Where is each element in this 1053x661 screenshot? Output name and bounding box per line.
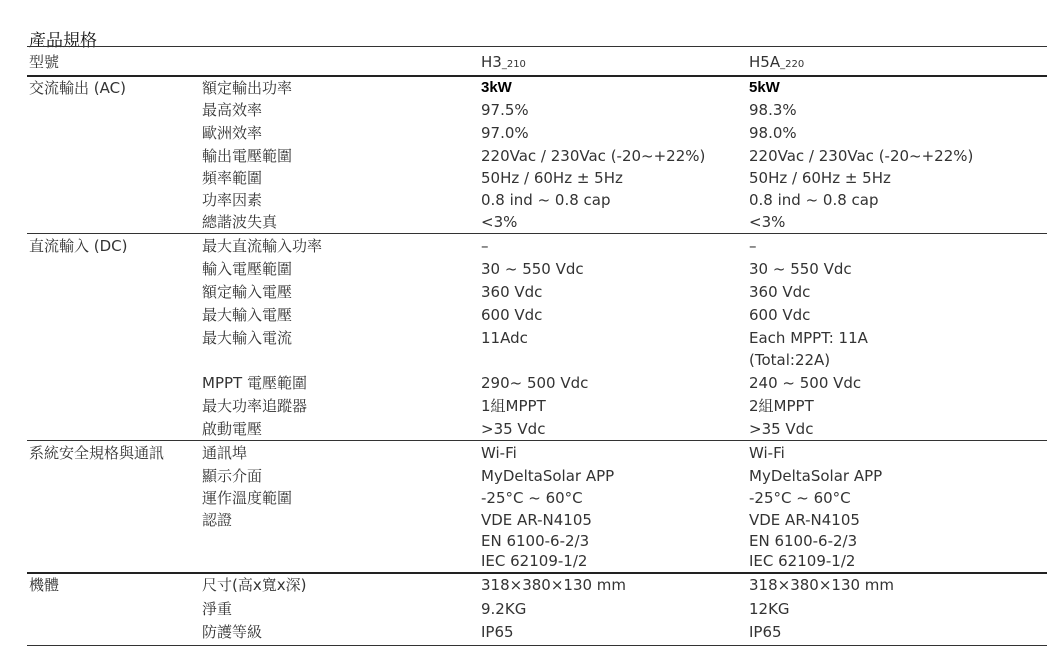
- spec-label: 尺寸(高x寬x深): [202, 576, 307, 594]
- section-safety-name: 系統安全規格與通訊: [29, 444, 165, 462]
- spec-value-h3: <3%: [481, 213, 518, 231]
- spec-label: 通訊埠: [202, 444, 248, 462]
- divider: [27, 440, 1047, 441]
- spec-label: 最大直流輸入功率: [202, 237, 323, 255]
- spec-label: 頻率範圍: [202, 169, 263, 187]
- spec-value-h5a: 318×380×130 mm: [749, 576, 895, 594]
- spec-value-h3: 600 Vdc: [481, 306, 543, 324]
- spec-value-h5a: IP65: [749, 623, 782, 641]
- spec-value-h3: 97.5%: [481, 101, 529, 119]
- spec-label: 運作溫度範圍: [202, 489, 293, 507]
- spec-label: 功率因素: [202, 191, 263, 209]
- spec-label: 輸出電壓範圍: [202, 147, 293, 165]
- spec-label: 最大輸入電壓: [202, 306, 293, 324]
- spec-value-h3: 290~ 500 Vdc: [481, 374, 589, 392]
- spec-value-h5a: 0.8 ind ~ 0.8 cap: [749, 191, 879, 209]
- spec-value-h3: 1組MPPT: [481, 397, 546, 415]
- spec-value-h5a: IEC 62109-1/2: [749, 552, 856, 570]
- section-body-name: 機體: [29, 576, 60, 594]
- spec-label: 防護等級: [202, 623, 263, 641]
- spec-value-h3: 0.8 ind ~ 0.8 cap: [481, 191, 611, 209]
- spec-value-h5a: 2組MPPT: [749, 397, 814, 415]
- spec-label: 淨重: [202, 600, 233, 618]
- spec-value-h3: 30 ~ 550 Vdc: [481, 260, 584, 278]
- spec-value-h5a-continued: (Total:22A): [749, 351, 831, 369]
- spec-value-h3: >35 Vdc: [481, 420, 546, 438]
- spec-value-h5a: –: [749, 237, 757, 255]
- spec-value-h3: 97.0%: [481, 124, 529, 142]
- spec-value-h5a: 240 ~ 500 Vdc: [749, 374, 862, 392]
- spec-value-h5a: 30 ~ 550 Vdc: [749, 260, 852, 278]
- spec-value-h5a: VDE AR-N4105: [749, 511, 860, 529]
- spec-label: 認證: [202, 511, 233, 529]
- spec-label: 最大輸入電流: [202, 329, 293, 347]
- section-ac-name: 交流輸出 (AC): [29, 79, 126, 97]
- spec-value-h3: -25°C ~ 60°C: [481, 489, 583, 507]
- spec-value-h5a: <3%: [749, 213, 786, 231]
- divider: [27, 645, 1047, 646]
- spec-value-h3: IEC 62109-1/2: [481, 552, 588, 570]
- spec-label: 啟動電壓: [202, 420, 263, 438]
- spec-value-h3: 11Adc: [481, 329, 528, 347]
- spec-value-h5a: 12KG: [749, 600, 790, 618]
- spec-label: 歐洲效率: [202, 124, 263, 142]
- spec-value-h5a: 5kW: [749, 79, 780, 96]
- spec-value-h3: 220Vac / 230Vac (-20~+22%): [481, 147, 706, 165]
- spec-value-h5a: 98.3%: [749, 101, 797, 119]
- spec-value-h5a: >35 Vdc: [749, 420, 814, 438]
- spec-value-h5a: 600 Vdc: [749, 306, 811, 324]
- spec-value-h3: 9.2KG: [481, 600, 527, 618]
- spec-value-h3: IP65: [481, 623, 514, 641]
- spec-value-h5a: Each MPPT: 11A: [749, 329, 868, 347]
- spec-value-h5a: Wi-Fi: [749, 444, 785, 462]
- spec-label: 額定輸入電壓: [202, 283, 293, 301]
- spec-value-h5a: 98.0%: [749, 124, 797, 142]
- model-h5a-header: H5A_220: [749, 53, 805, 71]
- divider: [27, 233, 1047, 234]
- spec-value-h5a: EN 6100-6-2/3: [749, 532, 858, 550]
- spec-label: MPPT 電壓範圍: [202, 374, 307, 392]
- spec-label: 額定輸出功率: [202, 79, 293, 97]
- spec-value-h3: MyDeltaSolar APP: [481, 467, 615, 485]
- spec-value-h3: 360 Vdc: [481, 283, 543, 301]
- divider: [27, 46, 1047, 47]
- spec-label: 輸入電壓範圍: [202, 260, 293, 278]
- spec-label: 最大功率追蹤器: [202, 397, 308, 415]
- spec-value-h3: –: [481, 237, 489, 255]
- spec-label: 總諧波失真: [202, 213, 278, 231]
- spec-value-h3: Wi-Fi: [481, 444, 517, 462]
- spec-value-h3: 318×380×130 mm: [481, 576, 627, 594]
- divider: [27, 75, 1047, 77]
- spec-value-h3: 50Hz / 60Hz ± 5Hz: [481, 169, 623, 187]
- section-dc-name: 直流輸入 (DC): [29, 237, 128, 255]
- spec-value-h5a: MyDeltaSolar APP: [749, 467, 883, 485]
- page-title: 產品規格: [29, 31, 97, 51]
- spec-value-h5a: 50Hz / 60Hz ± 5Hz: [749, 169, 891, 187]
- spec-value-h3: EN 6100-6-2/3: [481, 532, 590, 550]
- spec-value-h5a: 220Vac / 230Vac (-20~+22%): [749, 147, 974, 165]
- spec-value-h3: VDE AR-N4105: [481, 511, 592, 529]
- model-h3-header: H3_210: [481, 53, 526, 71]
- model-header-label: 型號: [29, 53, 60, 71]
- spec-value-h3: 3kW: [481, 79, 512, 96]
- spec-label: 最高效率: [202, 101, 263, 119]
- spec-value-h5a: -25°C ~ 60°C: [749, 489, 851, 507]
- spec-label: 顯示介面: [202, 467, 263, 485]
- spec-value-h5a: 360 Vdc: [749, 283, 811, 301]
